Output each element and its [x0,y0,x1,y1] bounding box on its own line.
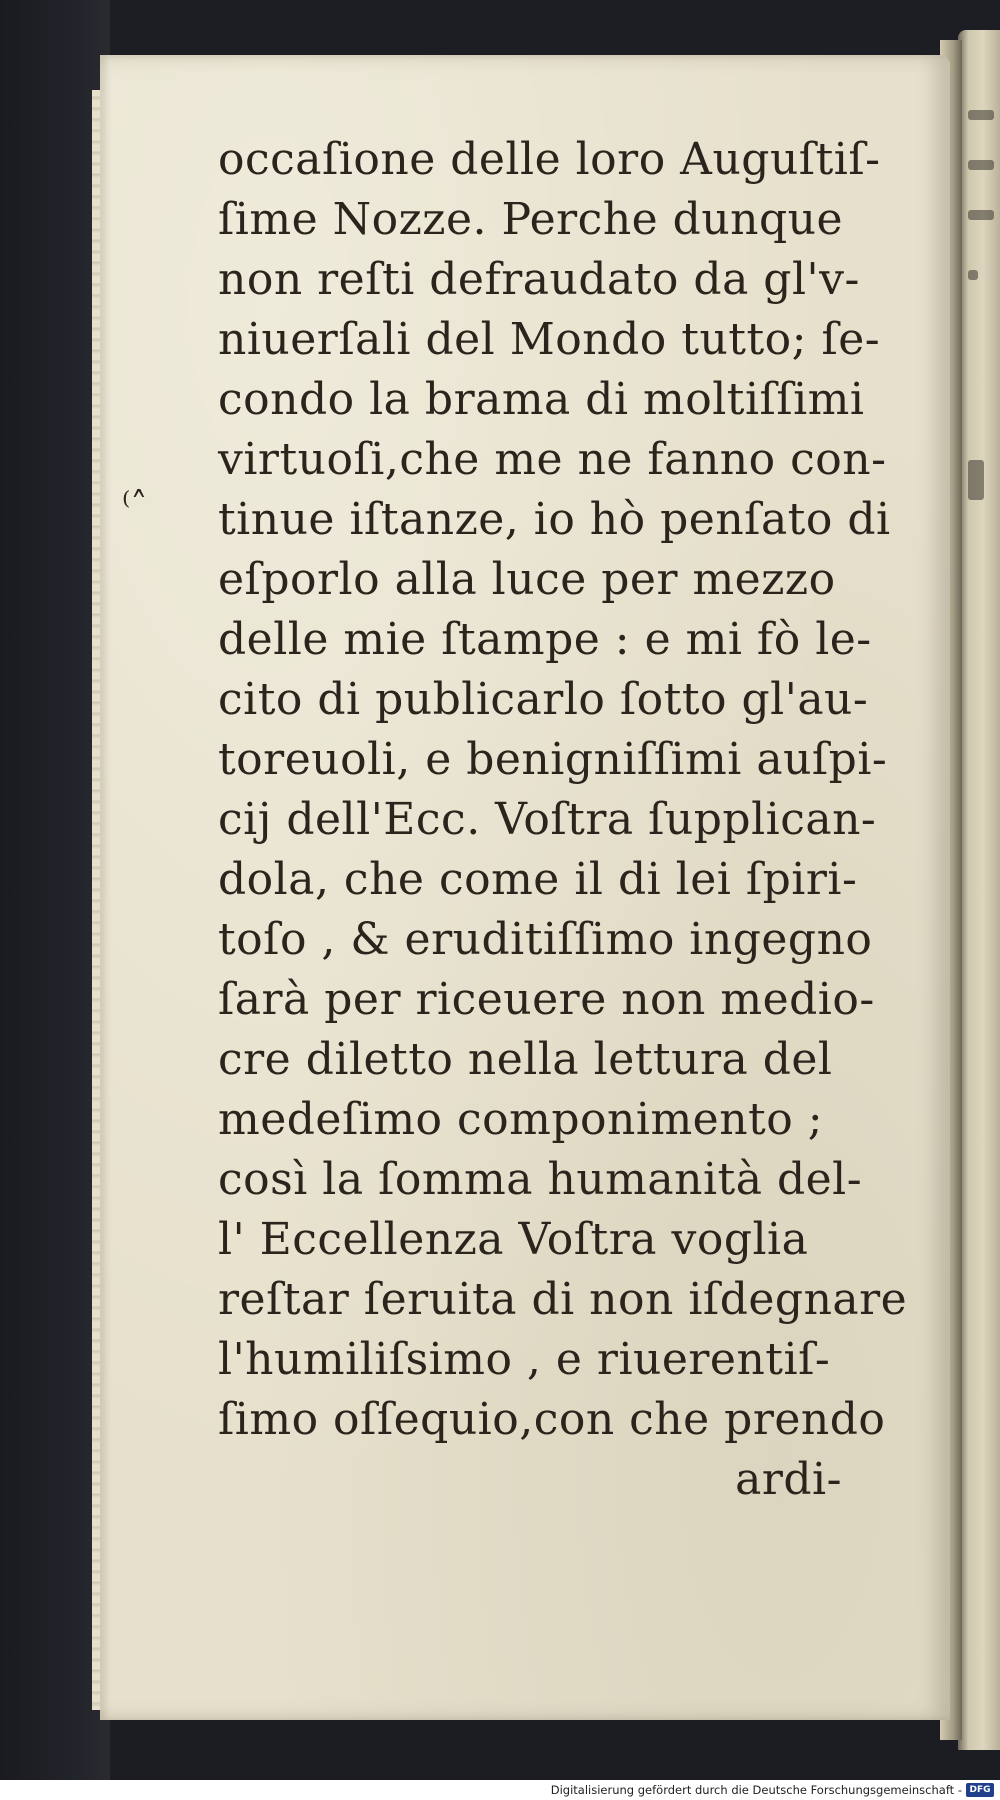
text-line: cij dell'Ecc. Voſtra ſupplican- [218,794,877,845]
text-line: eſporlo alla luce per mezzo [218,554,836,605]
marginal-mark: ⁽˄ [122,485,148,525]
text-line: occaſione delle loro Auguſtiſ- [218,134,881,185]
footer-bar [0,1780,1000,1800]
text-line: tinue iſtanze, io hò penſato di [218,494,891,545]
text-line: virtuoſi,che me ne fanno con- [218,434,887,485]
text-line: toſo , & eruditiſſimo ingegno [218,914,873,965]
text-line: l' Eccellenza Voſtra voglia [218,1214,809,1265]
text-line: delle mie ſtampe : e mi fò le- [218,614,872,665]
text-line: condo la brama di moltiſſimi [218,374,865,425]
text-line: ſime Nozze. Perche dunque [218,194,844,245]
text-line: niuerſali del Mondo tutto; ſe- [218,314,881,365]
catchword: ardi- [735,1454,842,1505]
text-line: reſtar ſeruita di non iſdegnare [218,1274,908,1325]
adjacent-page-edge [958,30,1000,1750]
text-line: ſarà per riceuere non medio- [218,974,875,1025]
scan-background-top [0,0,1000,60]
adjacent-page-ink [968,270,978,280]
text-line: ſimo oſſequio,con che prendo [218,1394,886,1445]
text-line: dola, che come il di lei ſpiri- [218,854,858,905]
text-line: toreuoli, e benigniſſimi auſpi- [218,734,888,785]
adjacent-page-ink [968,160,994,170]
adjacent-page-ink [968,210,994,220]
funding-credit: Digitalisierung gefördert durch die Deutsche Forschungsgemeinschaft - [550,1783,962,1797]
adjacent-page-ink [968,460,984,500]
dfg-logo: DFG [966,1783,994,1797]
adjacent-page-ink [968,110,994,120]
text-line: medeſimo componimento ; [218,1094,824,1145]
page-text [218,130,908,1510]
text-line: cito di publicarlo ſotto gl'au- [218,674,869,725]
text-line: così la ſomma humanità del- [218,1154,863,1205]
text-line: non reſti defraudato da gl'v- [218,254,860,305]
text-line: cre diletto nella lettura del [218,1034,833,1085]
text-line: l'humiliſsimo , e riuerentiſ- [218,1334,831,1385]
